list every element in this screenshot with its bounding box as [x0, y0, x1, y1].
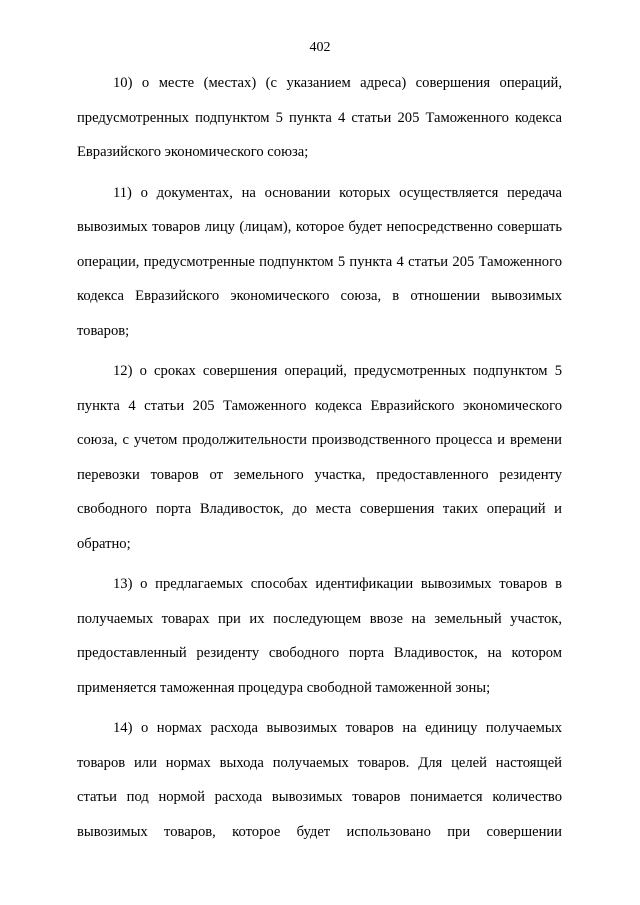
paragraph-item-14: 14) о нормах расхода вывозимых товаров на единицу получаемых товаров или нормах выхода получаемых товаров. Для целей настоящей статьи под нормой расхода вывозимых товаров понимается количество вывозимых товаров, которое будет использовано при совершении — [77, 720, 562, 840]
paragraph-item-10: 10) о месте (местах) (с указанием адреса) совершения операций, предусмотренных подпунктом 5 пункта 4 статьи 205 Таможенного кодекса Евразийского экономического союза; — [77, 75, 562, 160]
paragraph-item-12: 12) о сроках совершения операций, предусмотренных подпунктом 5 пункта 4 статьи 205 Таможенного кодекса Евразийского экономического союза, с учетом продолжительности производственного процесса и времени перевозки товаров от земельного участка, предоставленного резиденту свободного порта Владивосток, до места совершения таких операций и обратно; — [77, 363, 562, 552]
paragraph-item-13: 13) о предлагаемых способах идентификации вывозимых товаров в получаемых товарах при их последующем ввозе на земельный участок, предоставленный резиденту свободного порта Владивосток, на котором применяется таможенная процедура свободной таможенной зоны; — [77, 576, 562, 696]
paragraph-item-11: 11) о документах, на основании которых осуществляется передача вывозимых товаров лицу (лицам), которое будет непосредственно совершать операции, предусмотренные подпунктом 5 пункта 4 статьи 205 Таможенного кодекса Евразийского экономического союза, в отношении вывозимых товаров; — [77, 184, 562, 339]
page-number: 402 — [309, 40, 331, 55]
document-body — [77, 66, 562, 855]
